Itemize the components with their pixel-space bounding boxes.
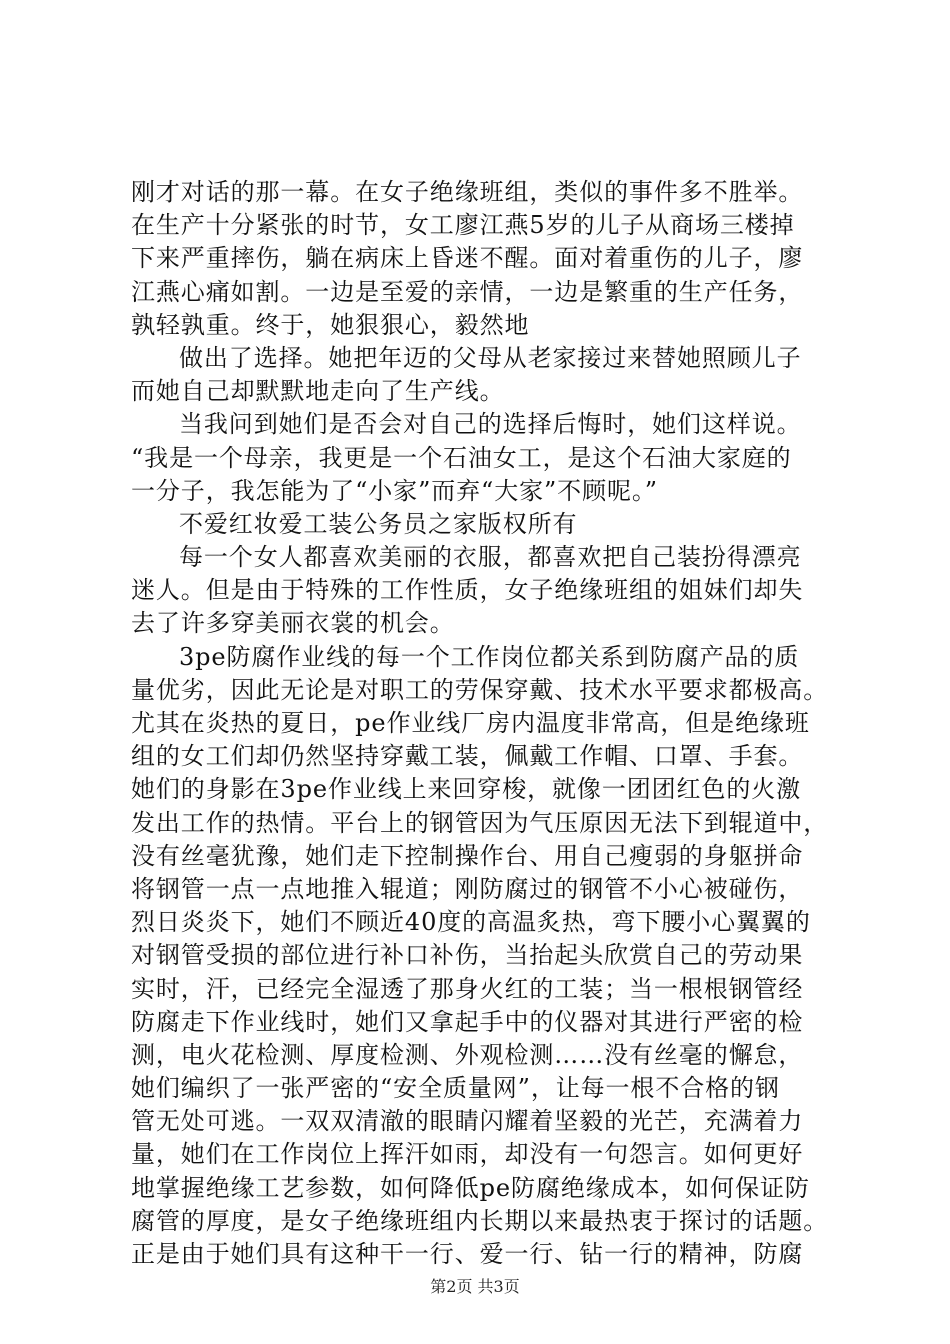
text-line: 刚才对话的那一幕。在女子绝缘班组，类似的事件多不胜举。 [131, 178, 804, 206]
text-line: 江燕心痛如割。一边是至爱的亲情，一边是繁重的生产任务， [131, 277, 804, 306]
text-line: 管无处可逃。一双双清澈的眼睛闪耀着坚毅的光芒，充满着力 [131, 1107, 804, 1136]
text-line: 而她自己却默默地走向了生产线。 [131, 377, 505, 406]
text-line: 测，电火花检测、厚度检测、外观检测……没有丝毫的懈怠， [131, 1040, 804, 1069]
text-line: 不爱红妆爱工装公务员之家版权所有 [179, 509, 578, 538]
text-line: 烈日炎炎下，她们不顾近40度的高温炙热，弯下腰小心翼翼的 [131, 908, 811, 937]
text-line: 量，她们在工作岗位上挥汗如雨，却没有一句怨言。如何更好 [131, 1140, 804, 1169]
page-footer: 第2页 共3页 [430, 1277, 520, 1296]
text-line: 迷人。但是由于特殊的工作性质，女子绝缘班组的姐妹们却失 [131, 576, 804, 605]
text-line: 当我问到她们是否会对自己的选择后悔时，她们这样说。 [179, 410, 802, 439]
text-line: 发出工作的热情。平台上的钢管因为气压原因无法下到辊道中， [131, 808, 829, 837]
text-line: 下来严重摔伤，躺在病床上昏迷不醒。面对着重伤的儿子，廖 [131, 244, 804, 273]
text-line: 一分子，我怎能为了“小家”而弃“大家”不顾呢。” [131, 476, 658, 505]
text-line: 尤其在炎热的夏日，pe作业线厂房内温度非常高，但是绝缘班 [131, 709, 810, 737]
text-line: 腐管的厚度，是女子绝缘班组内长期以来最热衷于探讨的话题。 [131, 1206, 829, 1235]
text-line: 3pe防腐作业线的每一个工作岗位都关系到防腐产品的质 [179, 642, 800, 671]
text-line: 将钢管一点一点地推入辊道；刚防腐过的钢管不小心被碰伤， [131, 874, 804, 903]
text-line: 每一个女人都喜欢美丽的衣服，都喜欢把自己装扮得漂亮 [179, 543, 802, 572]
text-line: 防腐走下作业线时，她们又拿起手中的仪器对其进行严密的检 [131, 1007, 804, 1036]
text-line: 组的女工们却仍然坚持穿戴工装，佩戴工作帽、口罩、手套。 [131, 742, 804, 771]
text-line: 孰轻孰重。终于，她狠狠心，毅然地 [131, 310, 530, 339]
text-line: 正是由于她们具有这种干一行、爱一行、钻一行的精神，防腐 [131, 1240, 804, 1268]
text-line: 对钢管受损的部位进行补口补伤，当抬起头欣赏自己的劳动果 [131, 941, 804, 970]
body-text [131, 176, 831, 1271]
text-line: 她们的身影在3pe作业线上来回穿梭，就像一团团红色的火激 [131, 775, 802, 804]
text-line: 在生产十分紧张的时节，女工廖江燕5岁的儿子从商场三楼掉 [131, 211, 795, 240]
text-line: 去了许多穿美丽衣裳的机会。 [131, 609, 455, 638]
text-line: 地掌握绝缘工艺参数，如何降低pe防腐绝缘成本，如何保证防 [131, 1173, 810, 1202]
text-line: 实时，汗，已经完全湿透了那身火红的工装；当一根根钢管经 [131, 974, 804, 1003]
text-line: 没有丝毫犹豫，她们走下控制操作台、用自己瘦弱的身躯拼命 [131, 841, 804, 870]
text-line: 她们编织了一张严密的“安全质量网”，让每一根不合格的钢 [131, 1074, 780, 1103]
text-line: “我是一个母亲，我更是一个石油女工，是这个石油大家庭的 [131, 443, 792, 472]
text-line: 量优劣，因此无论是对职工的劳保穿戴、技术水平要求都极高。 [131, 675, 829, 704]
text-line: 做出了选择。她把年迈的父母从老家接过来替她照顾儿子 [179, 343, 802, 372]
